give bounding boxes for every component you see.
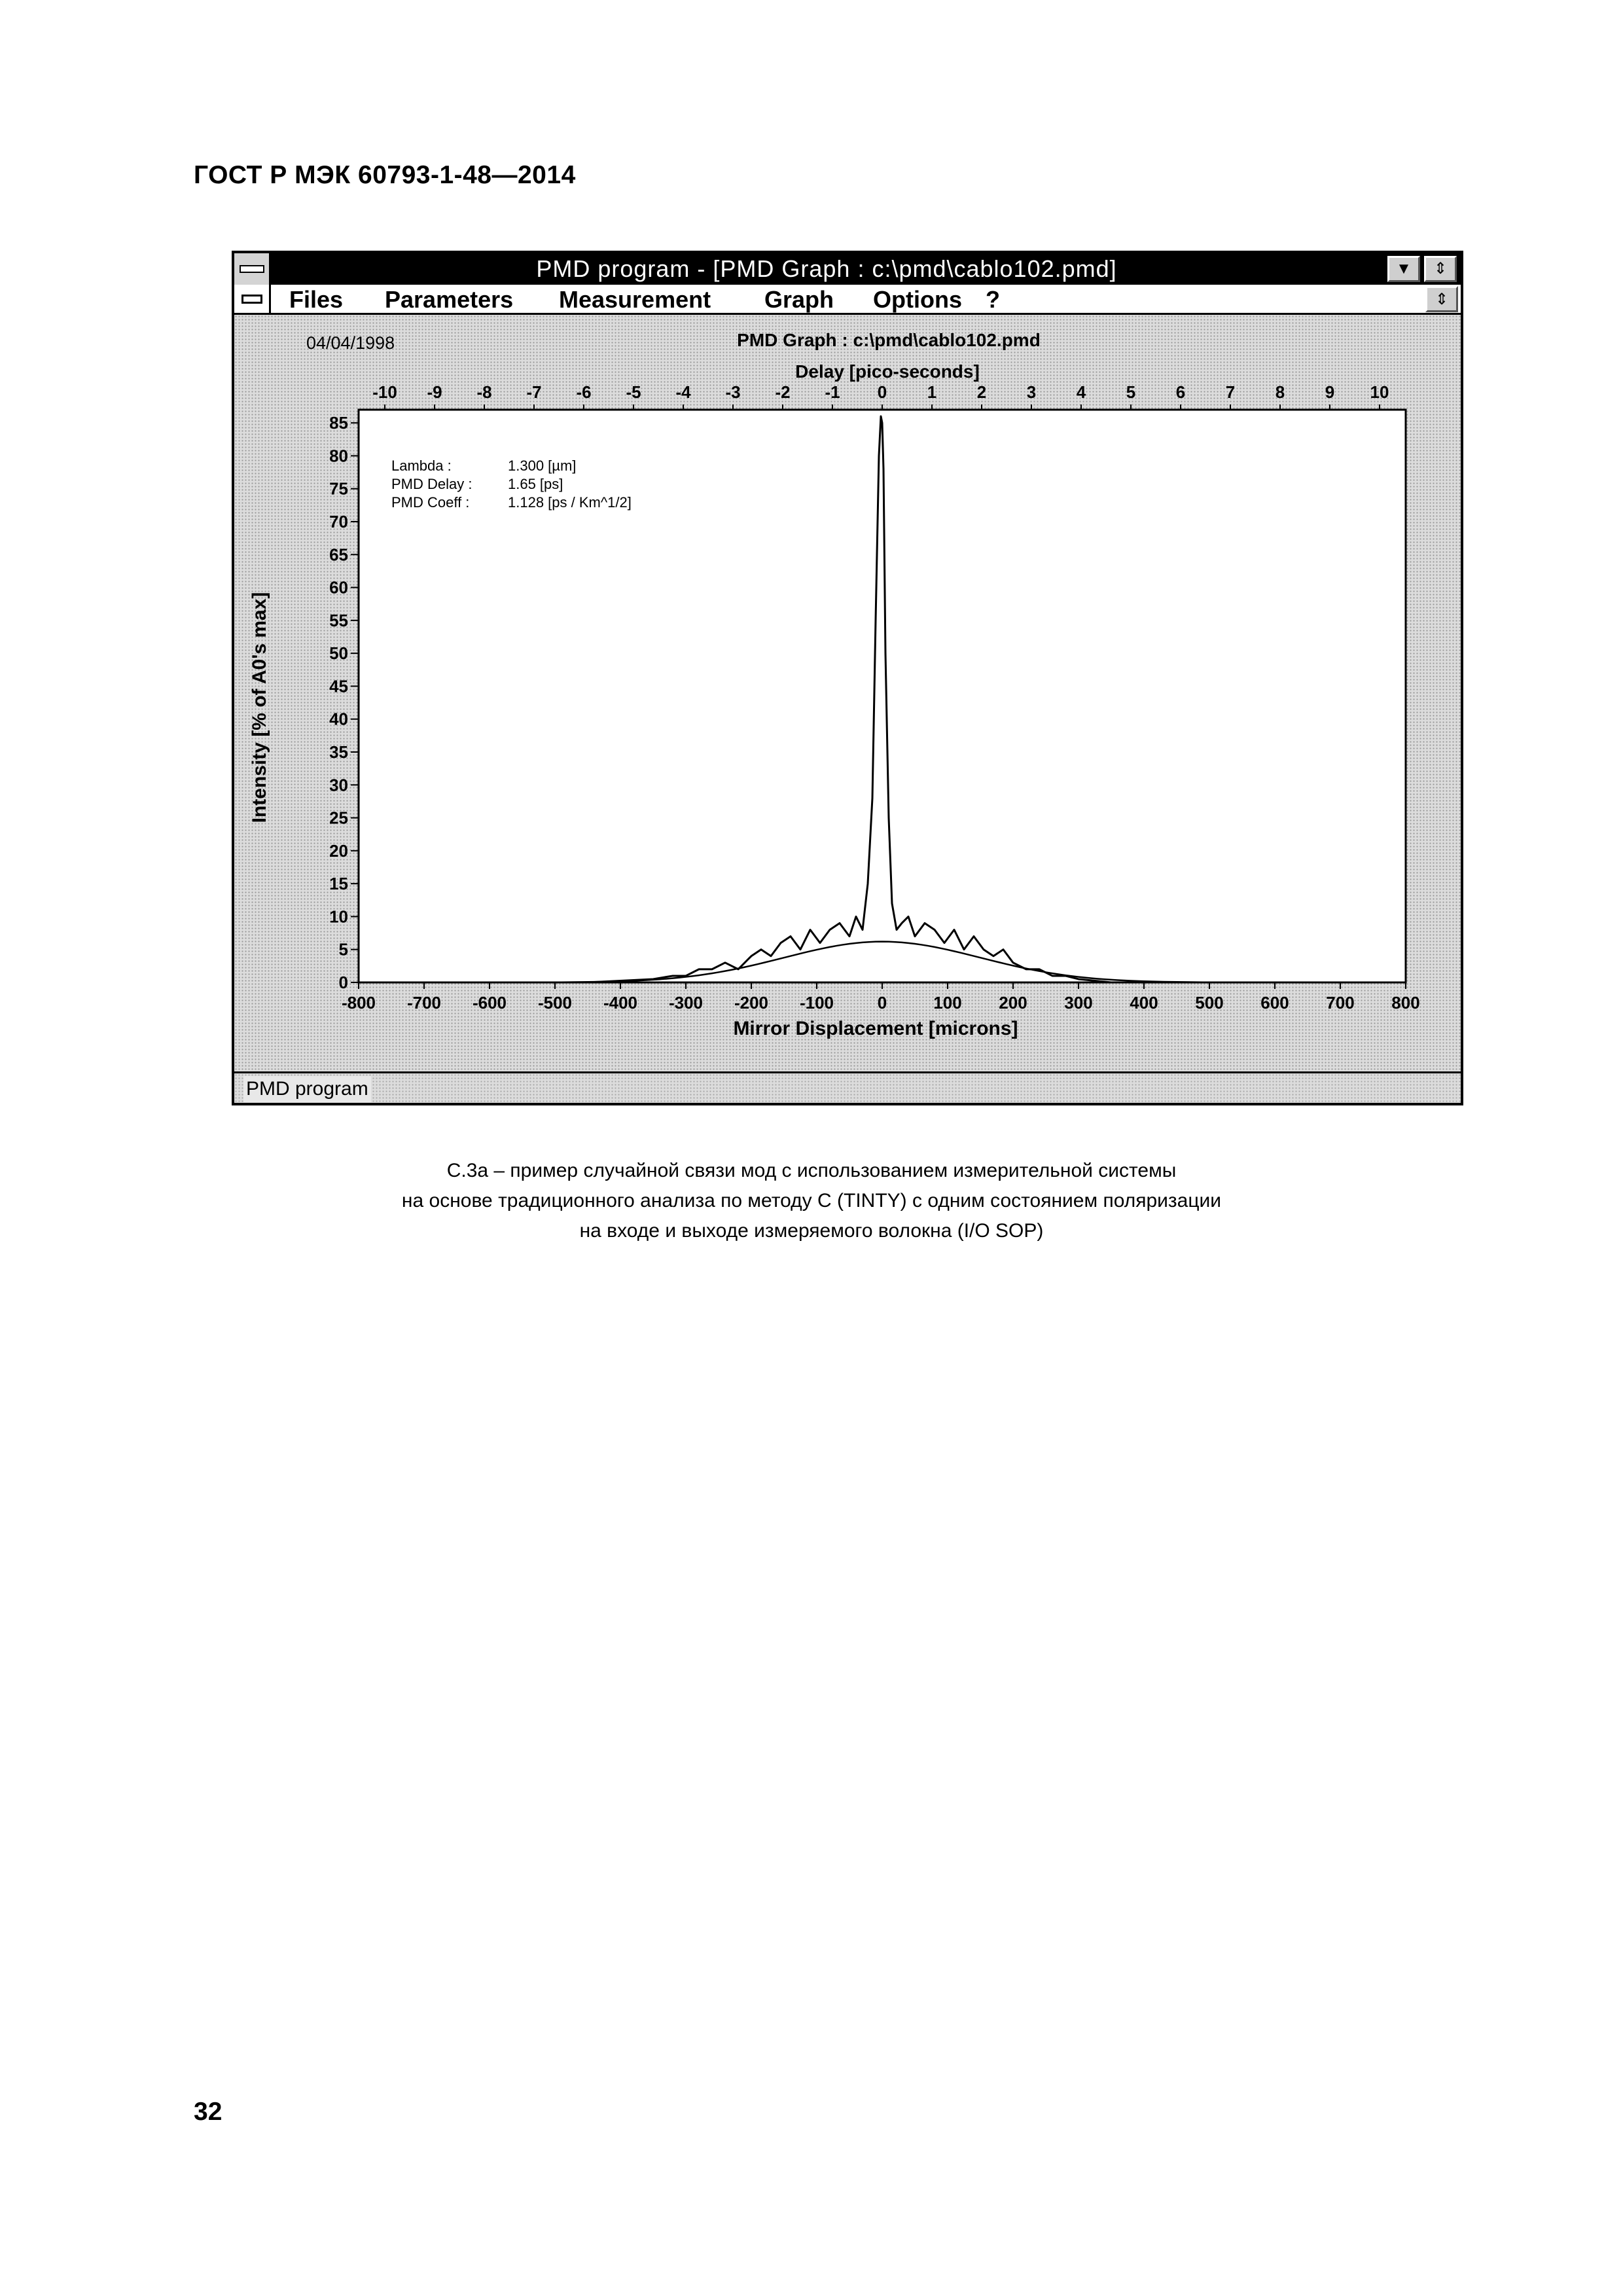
graph-date: 04/04/1998 (306, 333, 395, 353)
menu-files[interactable]: Files (289, 286, 344, 313)
x-tick-label: -500 (537, 993, 573, 1013)
x-tick-label: -400 (603, 993, 638, 1013)
menu-help[interactable]: ? (986, 286, 1000, 313)
info-value-pmd-coeff: 1.128 [ps / Km^1/2] (508, 494, 632, 511)
x2-tick-label: -7 (526, 382, 542, 402)
y-tick-label: 80 (329, 446, 348, 466)
x2-tick-label: -6 (576, 382, 592, 402)
y-tick-label: 65 (329, 545, 348, 565)
y-tick-label: 40 (329, 709, 348, 729)
x-tick-label: -300 (668, 993, 704, 1013)
y-tick-label: 35 (329, 742, 348, 762)
caption-line: на входе и выходе измеряемого волокна (I/O SOP) (579, 1220, 1044, 1242)
x-axis-label: Mirror Displacement [microns] (733, 1018, 1018, 1039)
y-tick-label: 50 (329, 643, 348, 664)
y-tick-label: 30 (329, 775, 348, 795)
x-tick-label: 500 (1195, 993, 1224, 1013)
graph-client-area (234, 315, 1461, 1071)
x2-tick-label: -5 (626, 382, 641, 402)
caption-line: на основе традиционного анализа по методу С (TINTY) с одним состоянием поляризации (401, 1190, 1222, 1211)
menu-options[interactable]: Options (873, 286, 962, 313)
restore-arrows-icon: ⇕ (1435, 290, 1449, 308)
caption-line: С.3а – пример случайной связи мод с использованием измерительной системы (446, 1160, 1177, 1181)
x2-tick-label: -2 (775, 382, 791, 402)
window-title: PMD program - [PMD Graph : c:\pmd\cablo102.pmd] (536, 255, 1117, 282)
title-bar[interactable] (234, 253, 1461, 285)
minimize-button[interactable] (1387, 256, 1420, 282)
x2-axis-ticks (372, 382, 1389, 410)
x-tick-label: -200 (734, 993, 769, 1013)
x2-axis-label: Delay [pico-seconds] (795, 361, 980, 382)
figure-caption (196, 1156, 1427, 1246)
x-tick-label: 800 (1391, 993, 1420, 1013)
x2-tick-label: 9 (1325, 382, 1335, 402)
document-menu-icon (241, 295, 262, 304)
info-value-lambda: 1.300 [µm] (508, 457, 577, 474)
x2-tick-label: -8 (476, 382, 492, 402)
system-menu-button[interactable] (234, 253, 271, 285)
x2-tick-label: -1 (825, 382, 840, 402)
y-axis-ticks (329, 413, 359, 992)
x2-tick-label: -9 (427, 382, 442, 402)
page-number: 32 (194, 2098, 223, 2126)
x-tick-label: 100 (933, 993, 962, 1013)
x-tick-label: -700 (406, 993, 442, 1013)
y-tick-label: 10 (329, 906, 348, 927)
x-axis-ticks (342, 982, 1420, 1013)
x2-tick-label: 1 (927, 382, 937, 402)
x2-tick-label: 5 (1126, 382, 1136, 402)
restore-button[interactable] (1424, 256, 1457, 282)
info-label-pmd-coeff: PMD Coeff : (391, 494, 470, 511)
x-tick-label: 200 (999, 993, 1027, 1013)
status-text: PMD program (243, 1076, 371, 1102)
y-tick-label: 45 (329, 676, 348, 696)
x-tick-label: 700 (1326, 993, 1355, 1013)
minimize-arrow-icon: ▼ (1396, 260, 1412, 278)
x-tick-label: -800 (341, 993, 376, 1013)
y-tick-label: 25 (329, 808, 348, 828)
x2-tick-label: 0 (877, 382, 887, 402)
x-tick-label: -100 (799, 993, 834, 1013)
y-tick-label: 60 (329, 577, 348, 598)
graph-header-title: PMD Graph : c:\pmd\cablo102.pmd (737, 330, 1041, 350)
y-tick-label: 75 (329, 478, 348, 499)
document-header: ГОСТ Р МЭК 60793-1-48—2014 (194, 161, 576, 189)
x2-tick-label: 4 (1076, 382, 1086, 402)
y-tick-label: 0 (338, 973, 348, 992)
x-tick-label: 0 (877, 993, 887, 1013)
menu-graph[interactable]: Graph (764, 286, 834, 313)
x2-tick-label: 3 (1026, 382, 1037, 402)
x-tick-label: 300 (1064, 993, 1093, 1013)
document-menu-button[interactable] (234, 285, 271, 313)
y-tick-label: 55 (329, 610, 348, 630)
x2-tick-label: 10 (1370, 382, 1389, 402)
y-tick-label: 20 (329, 840, 348, 861)
x2-tick-label: -4 (675, 382, 691, 402)
y-tick-label: 85 (329, 413, 348, 433)
status-bar (234, 1071, 1461, 1103)
y-tick-label: 70 (329, 511, 348, 531)
x-tick-label: 400 (1130, 993, 1158, 1013)
pmd-program-window (232, 251, 1463, 1105)
y-axis-label: Intensity [% of A0's max] (249, 592, 270, 823)
y-tick-label: 5 (338, 939, 348, 960)
pmd-graph (234, 315, 1461, 1074)
x2-tick-label: -10 (372, 382, 397, 402)
x2-tick-label: 8 (1275, 382, 1285, 402)
x2-tick-label: 7 (1225, 382, 1236, 402)
menu-measurement[interactable]: Measurement (559, 286, 711, 313)
info-label-lambda: Lambda : (391, 457, 452, 474)
x2-tick-label: 6 (1175, 382, 1186, 402)
menu-parameters[interactable]: Parameters (385, 286, 514, 313)
x2-tick-label: 2 (976, 382, 987, 402)
system-menu-icon (240, 265, 264, 273)
info-label-pmd-delay: PMD Delay : (391, 476, 473, 492)
info-value-pmd-delay: 1.65 [ps] (508, 476, 563, 492)
document-restore-button[interactable] (1425, 286, 1458, 312)
restore-arrows-icon: ⇕ (1433, 260, 1448, 278)
menu-bar (234, 285, 1461, 315)
y-tick-label: 15 (329, 874, 348, 894)
x-tick-label: 600 (1260, 993, 1289, 1013)
x-tick-label: -600 (472, 993, 507, 1013)
x2-tick-label: -3 (725, 382, 741, 402)
